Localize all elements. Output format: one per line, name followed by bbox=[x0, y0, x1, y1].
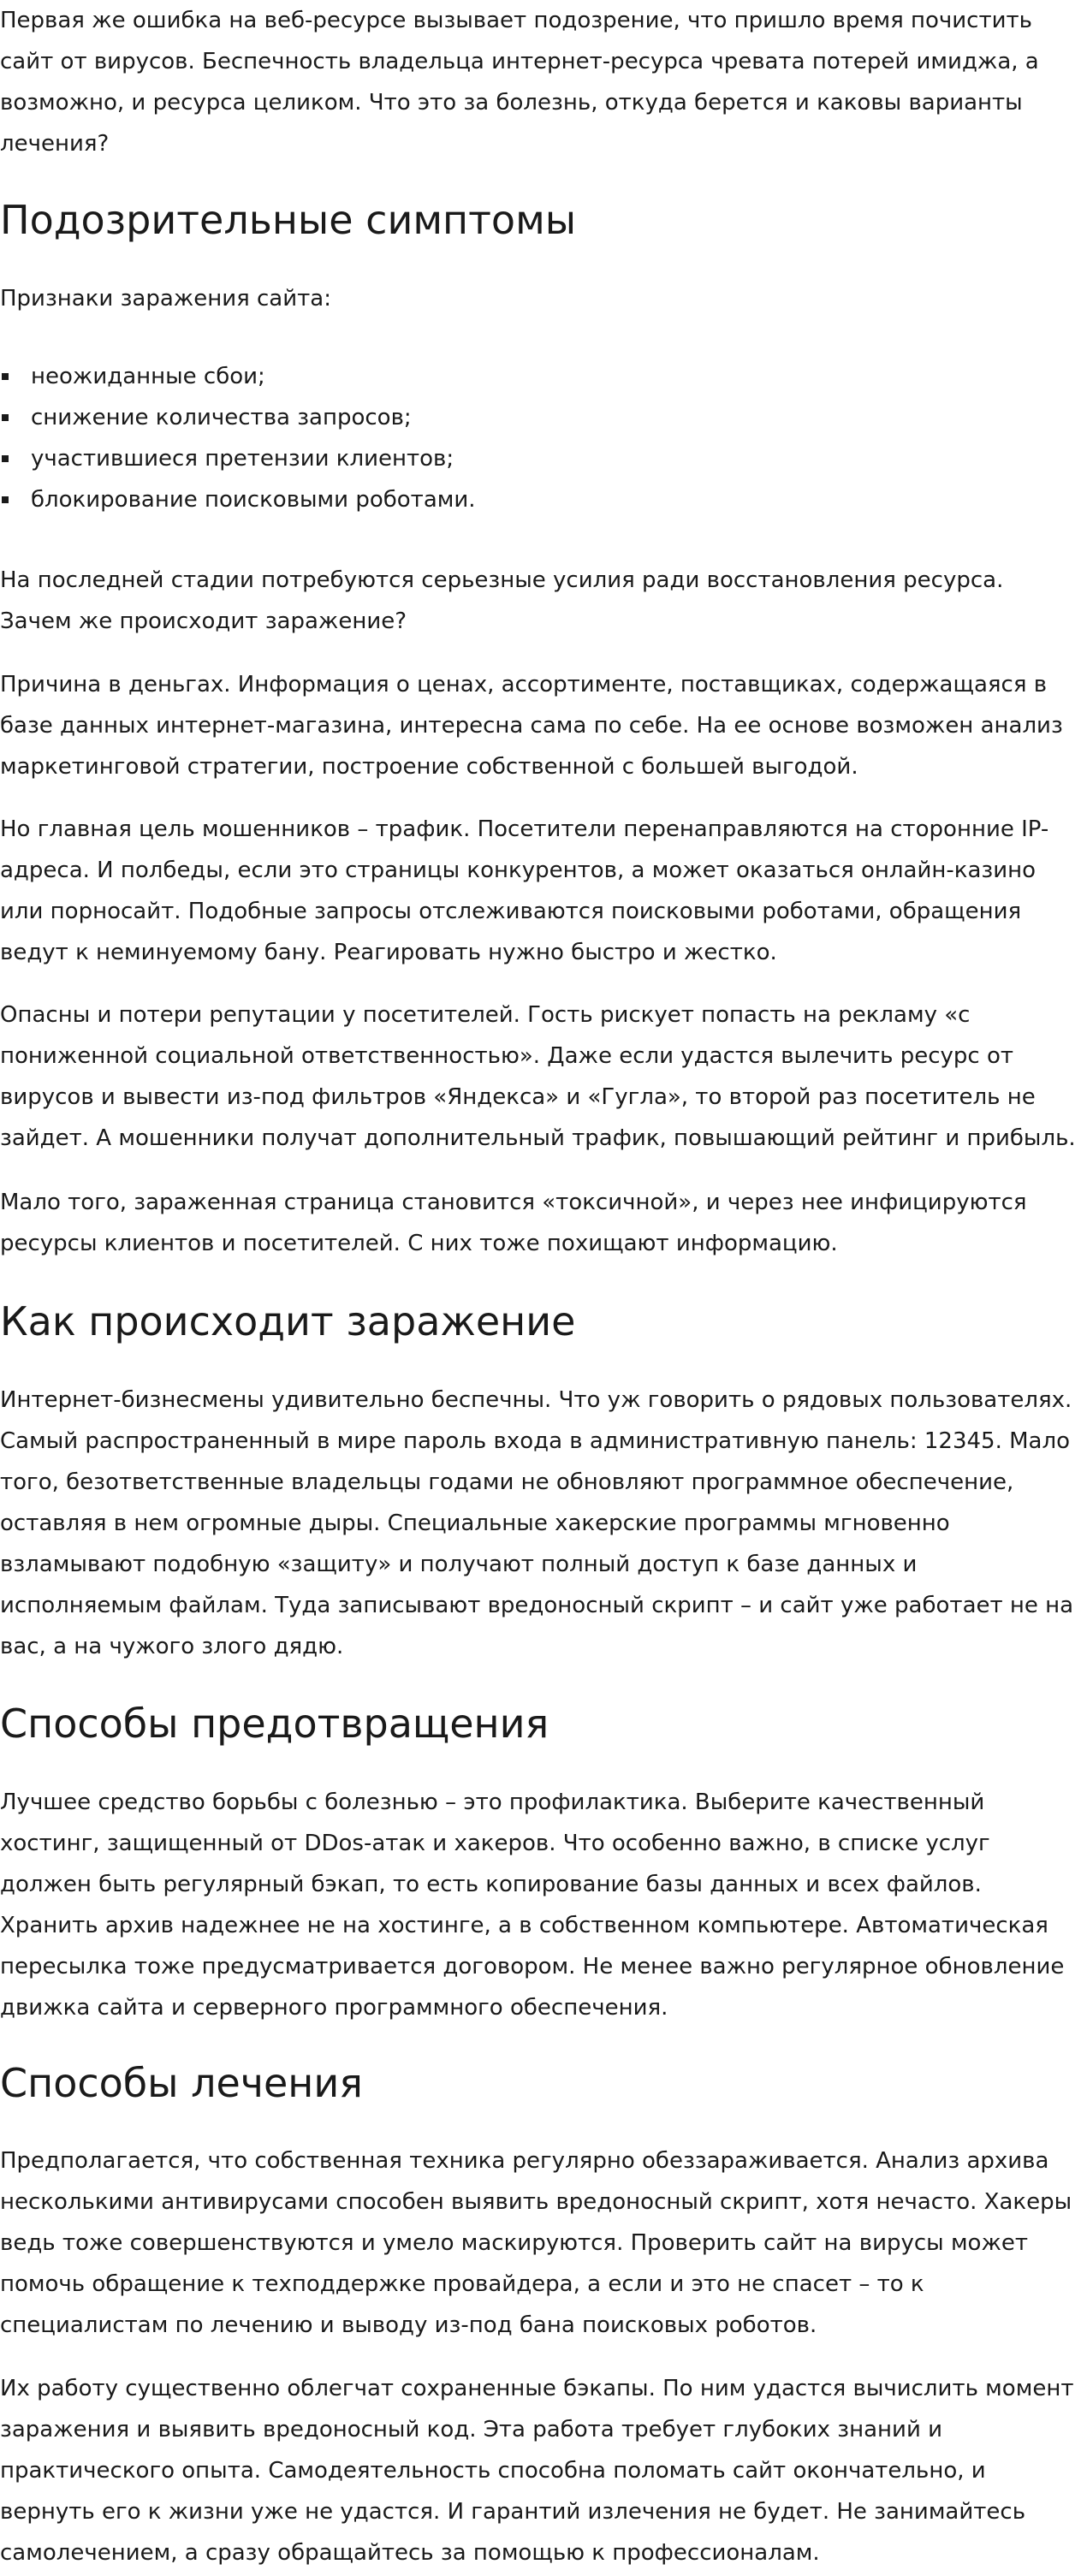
infection-paragraph: Интернет-бизнесмены удивительно беспечны. Что уж говорить о рядовых пользователях. Самый распространенный в мире пароль входа в административную панель: 12345. Мало того, безответственные владельцы годами не обновляют программное обеспечение, оставляя в нем огромные дыры. Специальные хакерские программы мгновенно взламывают подобную «защиту» и получают полный доступ к базе данных и исполняемым файлам. Туда записывают вредоносный скрипт – и сайт уже работает не на вас, а на чужого злого дядю. bbox=[0, 1387, 1074, 1659]
square-bullet-icon bbox=[2, 414, 9, 421]
list-item bbox=[0, 438, 476, 479]
intro-paragraph: Первая же ошибка на веб-ресурсе вызывает подозрение, что пришло время почистить сайт от вирусов. Беспечность владельца интернет-ресурса чревата потерей имиджа, а возможно, и ресурса целиком. Что это за болезнь, откуда берется и каковы варианты лечения? bbox=[0, 8, 1039, 157]
heading-prevention: Способы предотвращения bbox=[0, 1701, 549, 1747]
heading-treatment: Способы лечения bbox=[0, 2060, 363, 2106]
list-item-text: участившиеся претензии клиентов; bbox=[31, 446, 454, 472]
list-item-text: неожиданные сбои; bbox=[31, 364, 265, 389]
list-item bbox=[0, 356, 476, 397]
list-item bbox=[0, 397, 476, 438]
backups-paragraph: Их работу существенно облегчат сохраненные бэкапы. По ним удастся вычислить момент заражения и выявить вредоносный код. Эта работа требует глубоких знаний и практического опыта. Самодеятельность способна поломать сайт окончательно, и вернуть его к жизни уже не удастся. И гарантий излечения не будет. Не занимайтесь самолечением, а сразу обращайтесь за помощью к профессионалам. bbox=[0, 2376, 1074, 2566]
signs-list bbox=[0, 356, 476, 520]
signs-intro-paragraph: Признаки заражения сайта: bbox=[0, 286, 331, 312]
square-bullet-icon bbox=[2, 455, 9, 462]
last-stage-paragraph: На последней стадии потребуются серьезные усилия ради восстановления ресурса. Зачем же происходит заражение? bbox=[0, 567, 1004, 634]
square-bullet-icon bbox=[2, 373, 9, 380]
toxic-paragraph: Мало того, зараженная страница становится «токсичной», и через нее инфицируются ресурсы клиентов и посетителей. С них тоже похищают информацию. bbox=[0, 1190, 1027, 1256]
list-item bbox=[0, 479, 476, 520]
list-item-text: блокирование поисковыми роботами. bbox=[31, 487, 476, 513]
money-paragraph: Причина в деньгах. Информация о ценах, ассортименте, поставщиках, содержащаяся в базе данных интернет-магазина, интересна сама по себе. На ее основе возможен анализ маркетинговой стратегии, построение собственной с большей выгодой. bbox=[0, 672, 1063, 780]
list-item-text: снижение количества запросов; bbox=[31, 405, 412, 430]
prevention-paragraph: Лучшее средство борьбы с болезнью – это профилактика. Выберите качественный хостинг, защищенный от DDos-атак и хакеров. Что особенно важно, в списке услуг должен быть регулярный бэкап, то есть копирование базы данных и всех файлов. Хранить архив надежнее не на хостинге, а в собственном компьютере. Автоматическая пересылка тоже предусматривается договором. Не менее важно регулярное обновление движка сайта и серверного программного обеспечения. bbox=[0, 1790, 1065, 2021]
traffic-paragraph: Но главная цель мошенников – трафик. Посетители перенаправляются на сторонние IP-адреса. И полбеды, если это страницы конкурентов, а может оказаться онлайн-казино или порносайт. Подобные запросы отслеживаются поисковыми роботами, обращения ведут к неминуемому бану. Реагировать нужно быстро и жестко. bbox=[0, 816, 1049, 965]
reputation-paragraph: Опасны и потери репутации у посетителей. Гость рискует попасть на рекламу «с пониженной социальной ответственностью». Даже если удастся вылечить ресурс от вирусов и вывести из-под фильтров «Яндекса» и «Гугла», то второй раз посетитель не зайдет. А мошенники получат дополнительный трафик, повышающий рейтинг и прибыль. bbox=[0, 1002, 1076, 1151]
heading-symptoms: Подозрительные симптомы bbox=[0, 197, 577, 243]
heading-infection: Как происходит заражение bbox=[0, 1298, 576, 1344]
square-bullet-icon bbox=[2, 496, 9, 503]
treatment-paragraph: Предполагается, что собственная техника регулярно обеззараживается. Анализ архива несколькими антивирусами способен выявить вредоносный скрипт, хотя нечасто. Хакеры ведь тоже совершенствуются и умело маскируются. Проверить сайт на вирусы может помочь обращение к техподдержке провайдера, а если и это не спасет – то к специалистам по лечению и выводу из-под бана поисковых роботов. bbox=[0, 2148, 1072, 2338]
